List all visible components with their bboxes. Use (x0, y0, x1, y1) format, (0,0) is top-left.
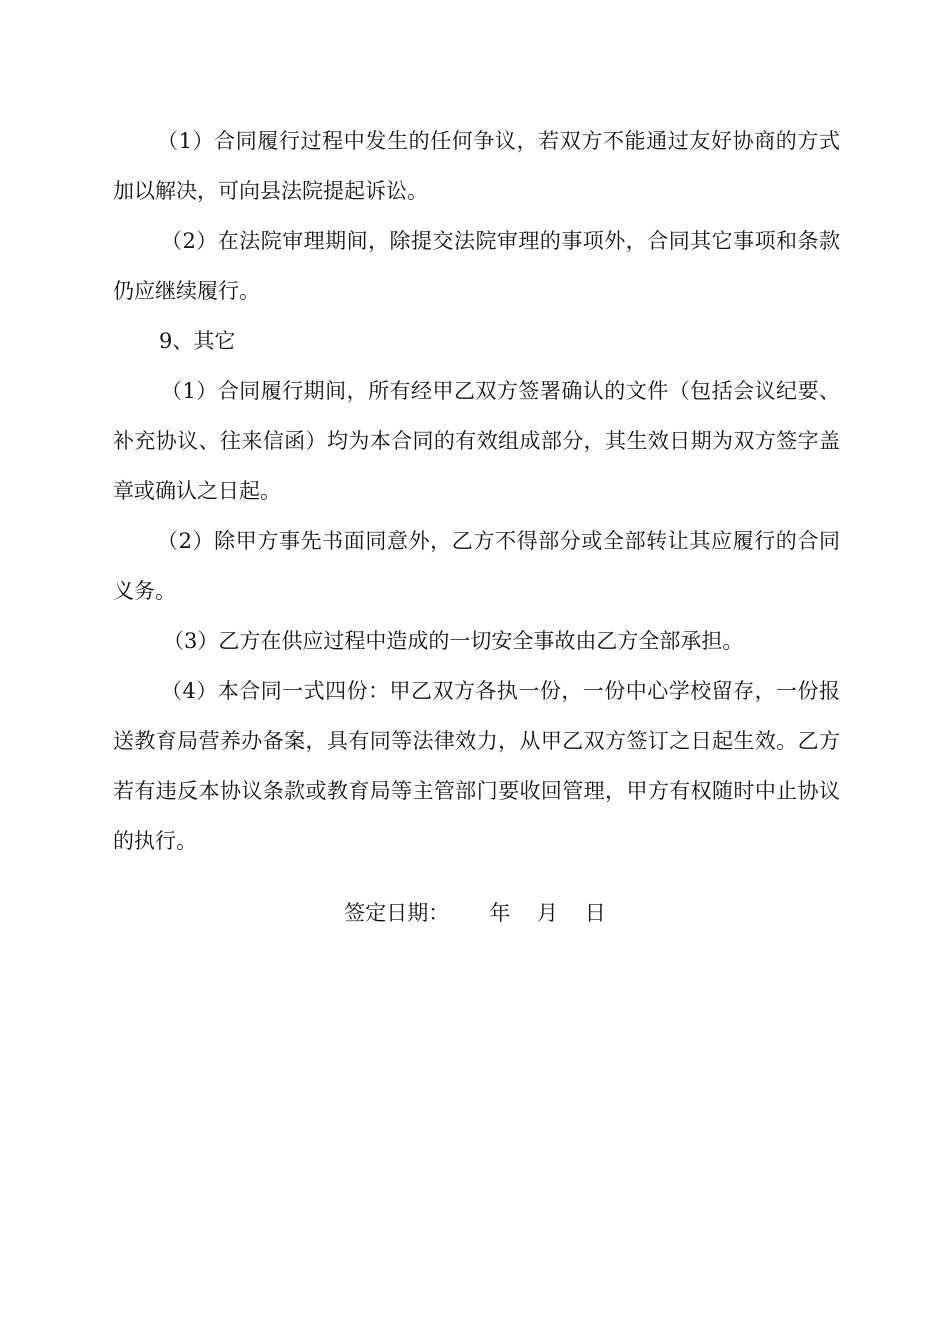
section-heading-other: 9、其它 (159, 329, 236, 353)
clause-safety-liability: （3）乙方在供应过程中造成的一切安全事故由乙方全部承担。 (163, 629, 744, 653)
signing-date-line: 签定日期： 年 月 日 (344, 901, 606, 925)
clause-signed-documents: （1）合同履行期间，所有经甲乙双方签署确认的文件（包括会议纪要、补充协议、往来信函）均为本合同的有效组成部分，其生效日期为双方签字盖章或确认之日起。 (113, 379, 840, 503)
clause-court-review-period: （2）在法院审理期间，除提交法院审理的事项外，合同其它事项和条款仍应继续履行。 (113, 229, 840, 303)
clause-dispute-negotiation: （1）合同履行过程中发生的任何争议，若双方不能通过友好协商的方式加以解决，可向县法院提起诉讼。 (113, 129, 840, 203)
clause-no-transfer: （2）除甲方事先书面同意外，乙方不得部分或全部转让其应履行的合同义务。 (113, 529, 840, 603)
clause-copies-and-termination: （4）本合同一式四份：甲乙双方各执一份，一份中心学校留存，一份报送教育局营养办备案，具有同等法律效力，从甲乙双方签订之日起生效。乙方若有违反本协议条款或教育局等主管部门要收回管理，甲方有权随时中止协议的执行。 (113, 679, 840, 853)
